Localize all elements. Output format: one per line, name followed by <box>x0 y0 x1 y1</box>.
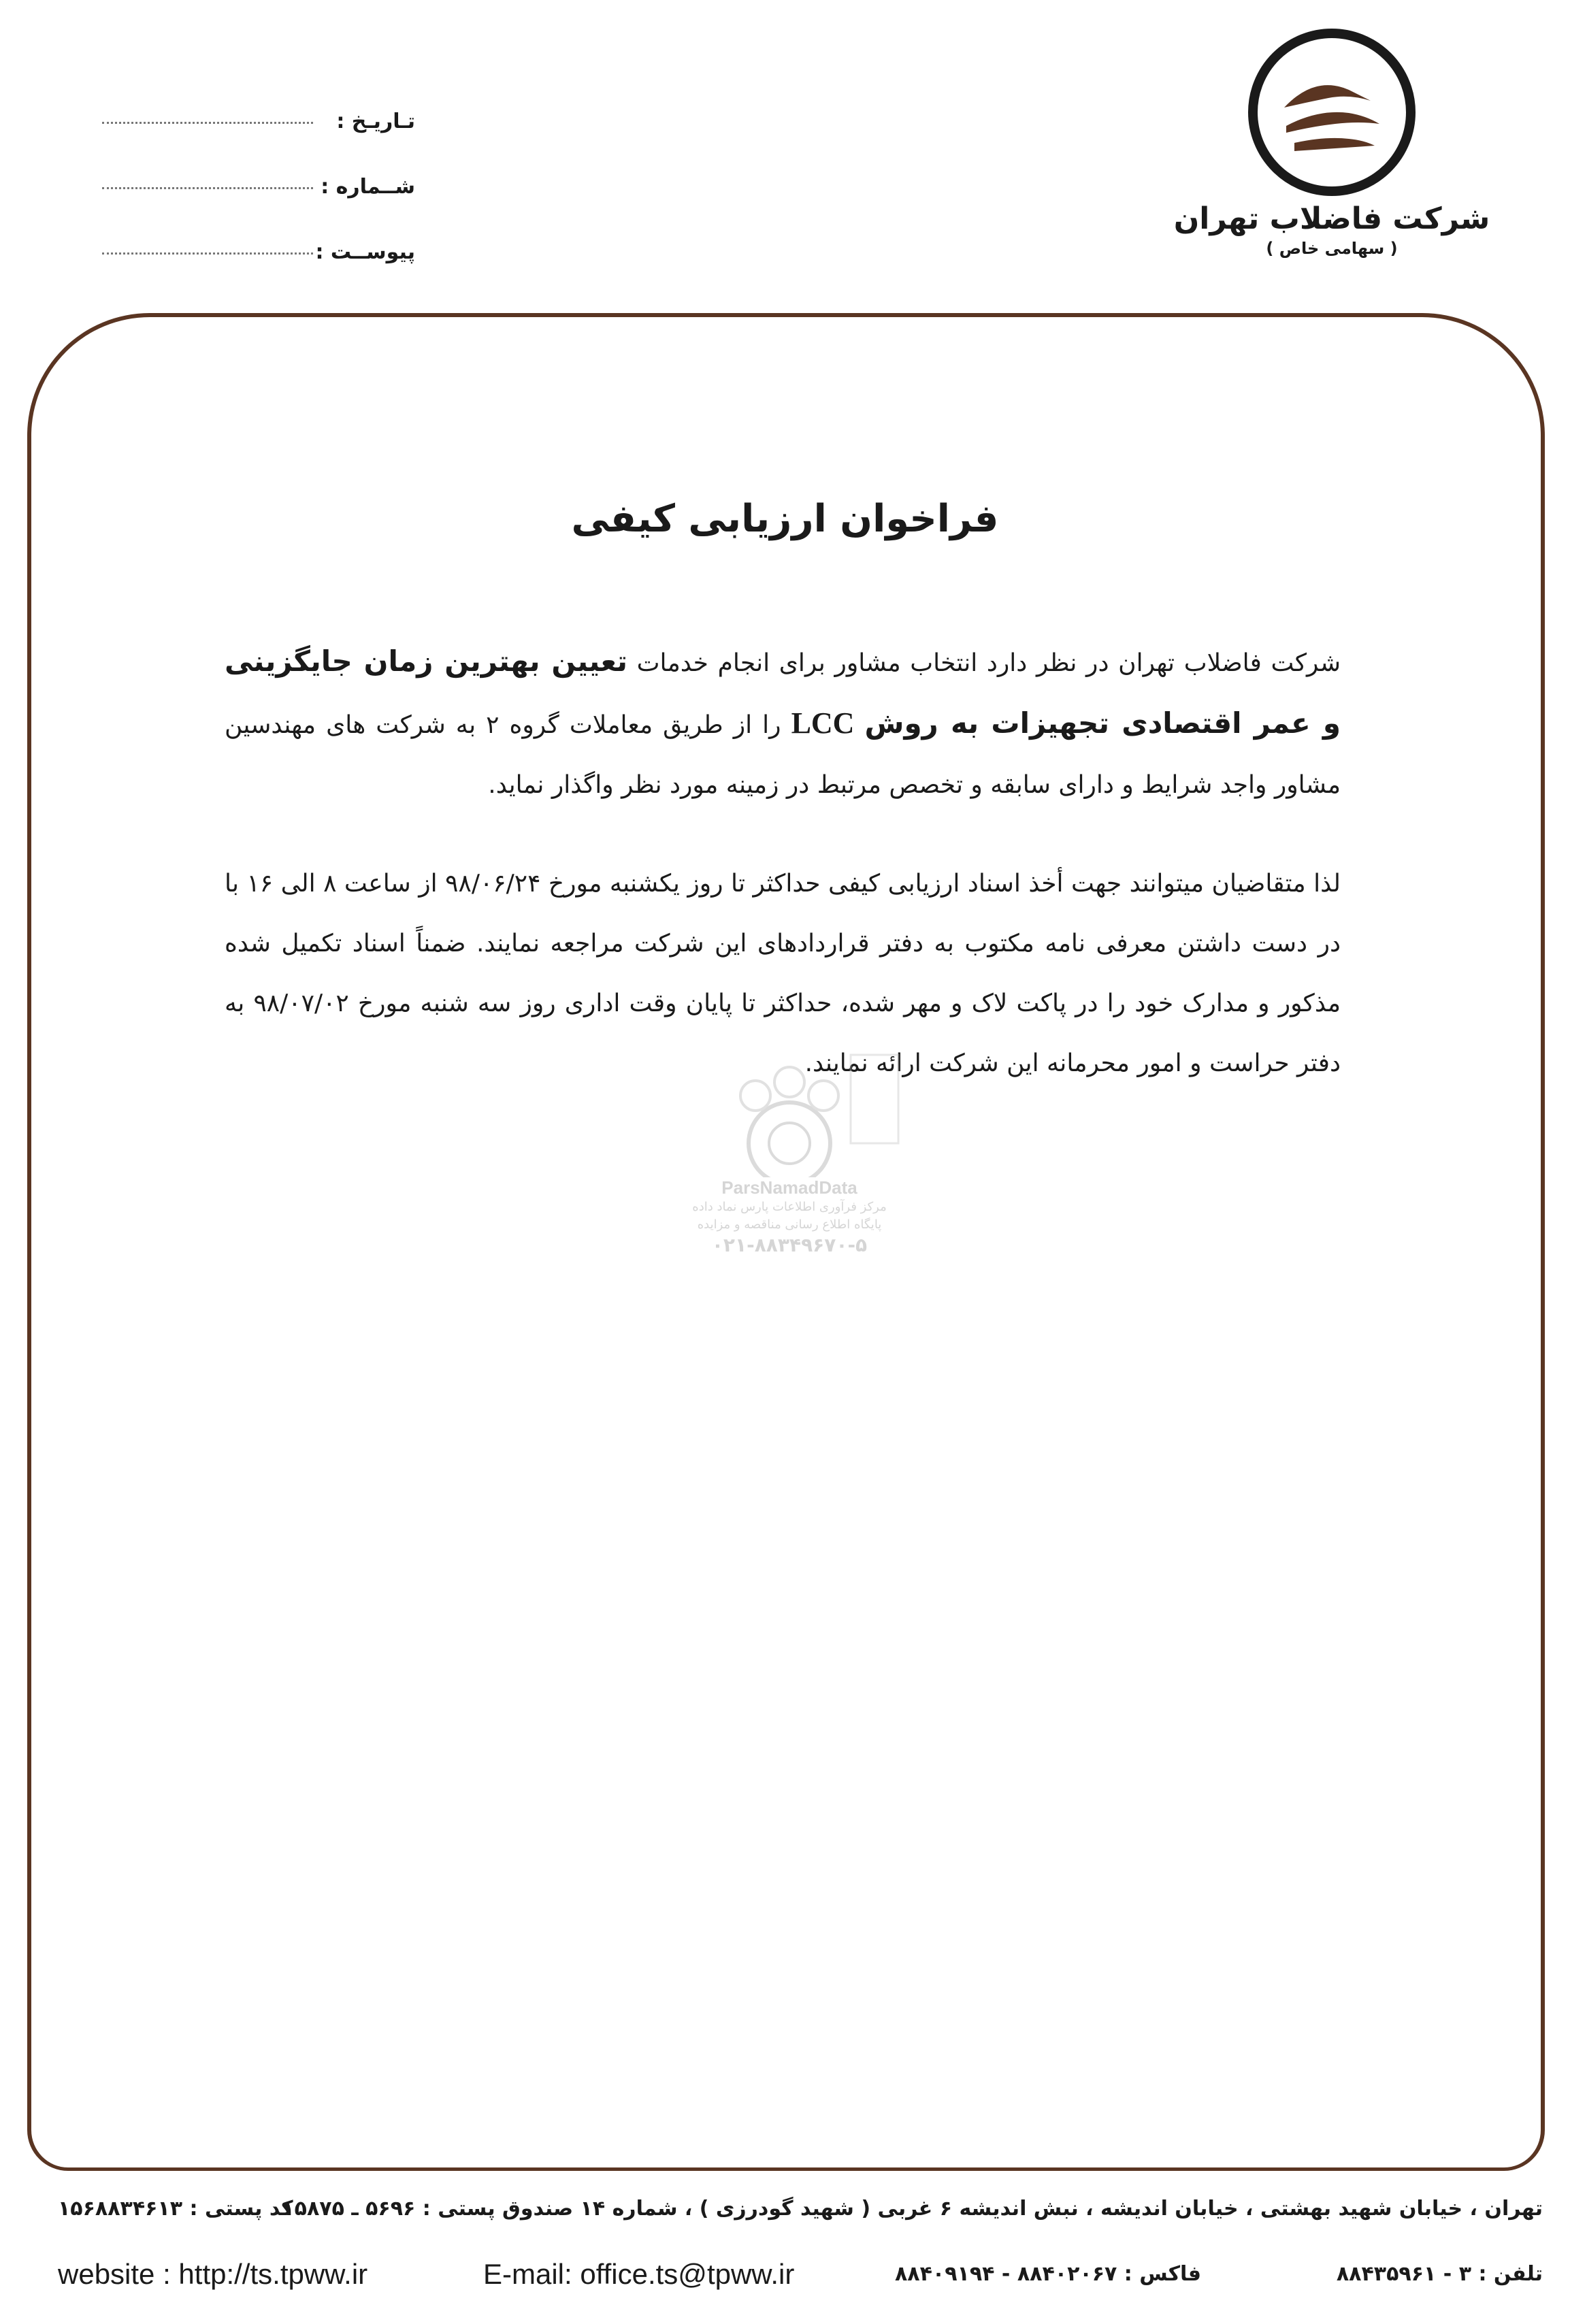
watermark-emblem-icon <box>667 1041 912 1177</box>
watermark-stamp <box>647 1041 932 1286</box>
company-logo-block <box>1168 27 1495 299</box>
paragraph-2: لذا متقاضیان میتوانند جهت أخذ اسناد ارزیابی کیفی حداکثر تا روز یکشنبه مورخ ۹۸/۰۶/۲۴ از ساعت ۸ الی ۱۶ با در دست داشتن معرفی نامه مکتوب به دفتر قراردادهای این شرکت مراجعه نمایند. ضمناً اسناد تکمیل شده مذکور و مدارک خود را در پاکت لاک و مهر شده، حداکثر تا پایان وقت اداری روز سه شنبه مورخ ۹۸/۰۷/۰۲ به دفتر حراست و امور محرمانه این شرکت ارائه نمایند. <box>225 870 1341 1077</box>
footer-postal-code: کد پستی : ۱۵۶۸۸۳۴۶۱۳ <box>58 2197 293 2221</box>
attachment-label: پیوســت : <box>315 240 415 264</box>
attachment-line <box>102 251 313 255</box>
footer-phone: تلفن : ۳ - ۸۸۴۳۵۹۶۱ <box>1336 2262 1543 2286</box>
letter-meta <box>102 95 415 291</box>
attachment-field <box>102 226 415 264</box>
company-name: شرکت فاضلاب تهران <box>1173 201 1490 236</box>
footer-address: تهران ، خیابان شهید بهشتی ، خیابان اندیشه ، نبش اندیشه ۶ غربی ( شهید گودرزی ) ، شماره ۱۴ صندوق پستی : ۵۶۹۶ ـ ۱۵۸۷۵ <box>282 2197 1543 2221</box>
footer-fax: فاکس : ۸۸۴۰۲۰۶۷ - ۸۸۴۰۹۱۹۴ <box>895 2262 1201 2286</box>
number-field <box>102 161 415 199</box>
paragraph-1 <box>225 632 1341 815</box>
watermark-line-2: پایگاه اطلاع رسانی مناقصه و مزایده <box>697 1217 882 1232</box>
paragraph-1-rest: را از طریق معاملات گروه ۲ به شرکت های مهندسین مشاور واجد شرایط و دارای سابقه و تخصص مرتبط در زمینه مورد نظر واگذار نماید. <box>225 711 1341 799</box>
date-line <box>102 120 313 124</box>
watermark-brand: ParsNamadData <box>721 1177 857 1198</box>
paragraph-1-method: LCC <box>791 706 855 740</box>
footer-contact-row <box>58 2258 1543 2299</box>
footer-email: E-mail: office.ts@tpww.ir <box>483 2258 795 2290</box>
watermark-phone: ۰۲۱-۸۸۳۴۹۶۷۰-۵ <box>711 1234 868 1256</box>
footer-website: website : http://ts.tpww.ir <box>58 2258 368 2290</box>
paragraph-1-service: تعیین بهترین زمان جایگزینی و عمر اقتصادی تجهیزات به روش <box>225 644 1341 740</box>
paragraph-1-intro: شرکت فاضلاب تهران در نظر دارد انتخاب مشاور برای انجام خدمات <box>627 649 1341 677</box>
company-logo-icon <box>1247 27 1417 197</box>
date-label: تـاریـخ : <box>336 110 415 133</box>
date-field <box>102 95 415 133</box>
watermark-line-1: مرکز فرآوری اطلاعات پارس نماد داده <box>692 1200 887 1214</box>
number-line <box>102 186 313 189</box>
number-label: شــماره : <box>321 175 415 199</box>
company-type: ( سهامی خاص ) <box>1266 239 1398 258</box>
document-title: فراخوان ارزیابی کیفی <box>571 497 999 541</box>
